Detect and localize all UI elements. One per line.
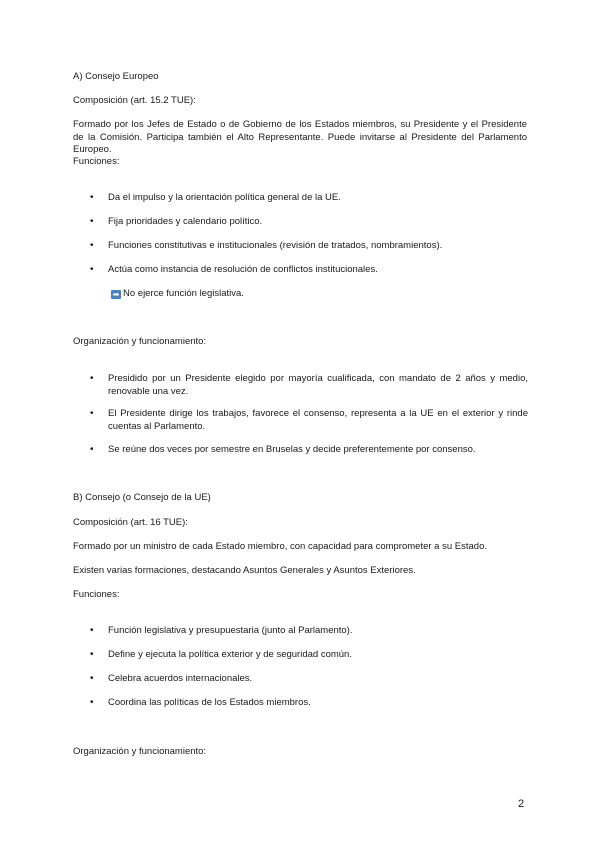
section-b-function-item: Celebra acuerdos internacionales. [108, 673, 253, 684]
section-a-organization-heading: Organización y funcionamiento: [73, 336, 207, 347]
section-a-functions-heading: Funciones: [73, 156, 120, 167]
section-a-note [111, 288, 244, 300]
section-b-function-item: Coordina las políticas de los Estados miembros. [108, 697, 311, 708]
section-b-organization-heading: Organización y funcionamiento: [73, 746, 207, 757]
bullet-icon: • [90, 373, 94, 384]
section-a-function-item: Da el impulso y la orientación política general de la UE. [108, 192, 341, 203]
section-a-organization-item: El Presidente dirige los trabajos, favorece el consenso, representa a la UE en el exterior y rinde cuentas al Parlamento. [108, 408, 528, 432]
section-a-title: A) Consejo Europeo [73, 71, 159, 82]
bullet-icon: • [90, 697, 94, 708]
section-a-function-item: Funciones constitutivas e institucionales (revisión de tratados, nombramientos). [108, 240, 443, 251]
bullet-icon: • [90, 673, 94, 684]
section-a-composition-heading: Composición (art. 15.2 TUE): [73, 95, 196, 106]
bullet-icon: • [90, 408, 94, 419]
bullet-icon: • [90, 216, 94, 227]
bullet-icon: • [90, 625, 94, 636]
page-number: 2 [518, 798, 525, 810]
section-a-note-text: No ejerce función legislativa. [123, 288, 244, 299]
section-a-function-item: Actúa como instancia de resolución de conflictos institucionales. [108, 264, 378, 275]
section-b-composition-heading: Composición (art. 16 TUE): [73, 517, 188, 528]
section-a-function-item: Fija prioridades y calendario político. [108, 216, 263, 227]
bullet-icon: • [90, 649, 94, 660]
section-b-functions-heading: Funciones: [73, 589, 120, 600]
section-a-composition-text: Formado por los Jefes de Estado o de Gobierno de los Estados miembros, su Presidente y el Presidente de la Comisión. Participa también el Alto Representante. Puede invitarse al Presidente del Parlamento Europeo. [73, 119, 527, 155]
section-b-function-item: Define y ejecuta la política exterior y de seguridad común. [108, 649, 352, 660]
section-b-title: B) Consejo (o Consejo de la UE) [73, 492, 211, 503]
section-a-organization-item: Presidido por un Presidente elegido por mayoría cualificada, con mandato de 2 años y medio, renovable una vez. [108, 373, 528, 397]
bullet-icon: • [90, 240, 94, 251]
section-a-organization-item: Se reúne dos veces por semestre en Bruselas y decide preferentemente por consenso. [108, 444, 476, 455]
section-b-function-item: Función legislativa y presupuestaria (junto al Parlamento). [108, 625, 353, 636]
section-b-formations-text: Existen varias formaciones, destacando Asuntos Generales y Asuntos Exteriores. [73, 565, 416, 576]
section-b-composition-text: Formado por un ministro de cada Estado miembro, con capacidad para comprometer a su Estado. [73, 541, 487, 552]
bullet-icon: • [90, 444, 94, 455]
bullet-icon: • [90, 264, 94, 275]
bullet-icon: • [90, 192, 94, 203]
right-arrow-icon: ➡ [112, 290, 120, 299]
